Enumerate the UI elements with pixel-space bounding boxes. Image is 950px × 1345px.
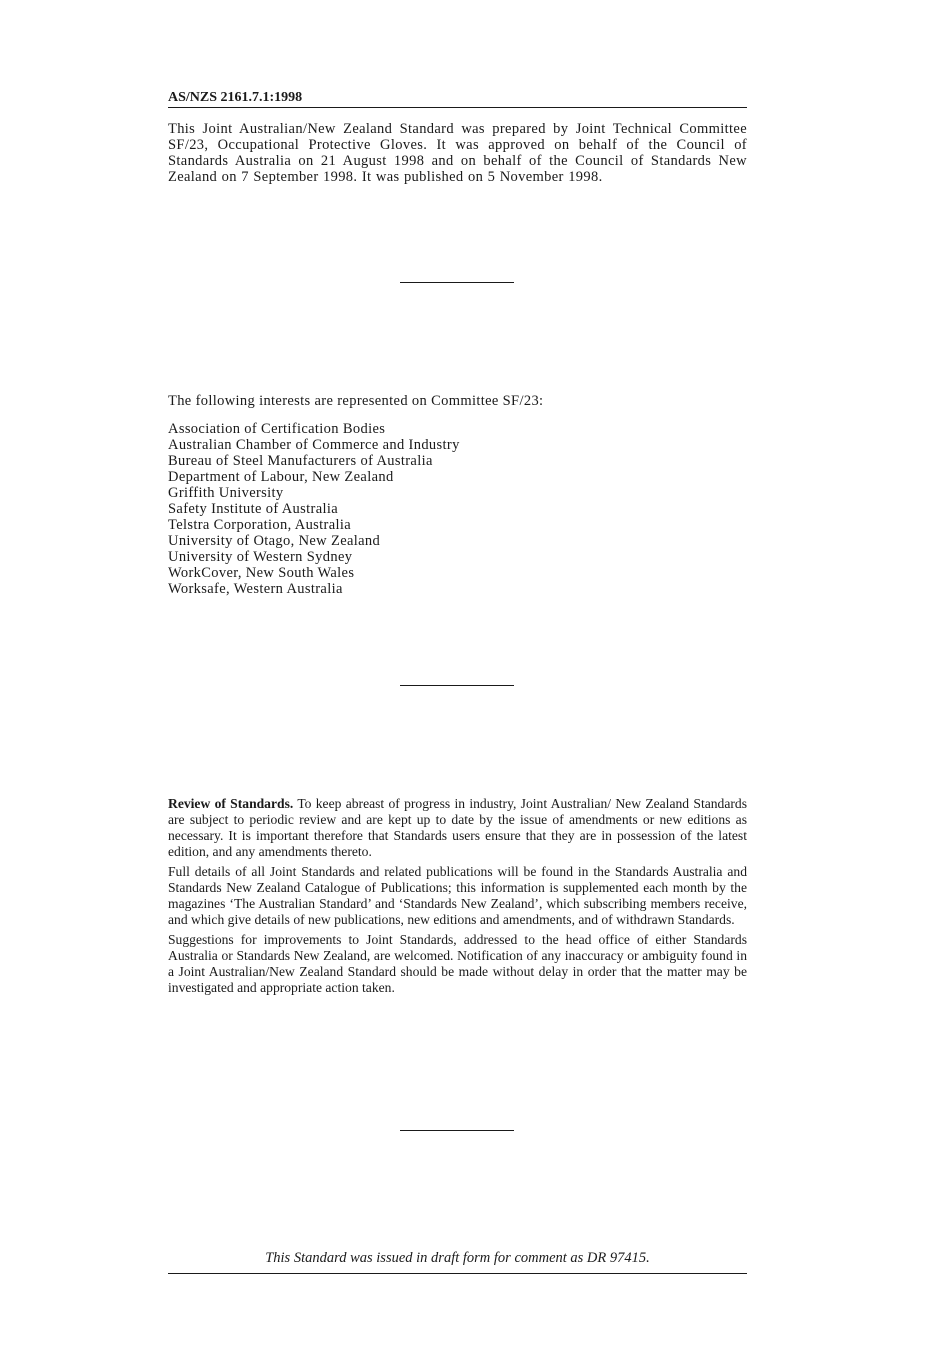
list-item: Telstra Corporation, Australia	[168, 517, 352, 533]
interests-intro: The following interests are represented on Committee SF/23:	[168, 393, 544, 409]
section-divider	[400, 685, 514, 686]
list-item: WorkCover, New South Wales	[168, 565, 355, 581]
list-item: Safety Institute of Australia	[168, 501, 339, 517]
list-item: Association of Certification Bodies	[168, 421, 386, 437]
list-item: University of Western Sydney	[168, 549, 353, 565]
suggestions-paragraph: Suggestions for improvements to Joint Standards, addressed to the head office of either Standards Australia or Standards New Zealand, are welcomed. Notification of any inaccuracy or ambiguity found in a Joint Australian/New Zealand Standard should be made without delay in order that the matter may be investigated and appropriate action taken.	[168, 932, 747, 995]
section-divider	[400, 1130, 514, 1131]
standard-designation: AS/NZS 2161.7.1:1998	[168, 89, 747, 108]
preamble-paragraph: This Joint Australian/New Zealand Standard was prepared by Joint Technical Committee SF/23, Occupational Protective Gloves. It was approved on behalf of the Council of Standards Australia on 21 August 1998 and on behalf of the Council of Standards New Zealand on 7 September 1998. It was published on 5 November 1998.	[168, 121, 747, 185]
list-item: University of Otago, New Zealand	[168, 533, 381, 549]
review-text: To keep abreast of progress in industry, Joint Australian/ New Zealand Standards are subject to periodic review and are kept up to date by the issue of amendments or new editions as necessary. It is important therefore that Standards users ensure that they are in possession of the latest edition, and any amendments thereto.	[168, 796, 747, 859]
section-divider	[400, 282, 514, 283]
list-item: Bureau of Steel Manufacturers of Australia	[168, 453, 433, 469]
list-item: Department of Labour, New Zealand	[168, 469, 394, 485]
review-heading: Review of Standards.	[168, 796, 294, 811]
interests-list	[168, 421, 460, 597]
document-page	[168, 0, 747, 1345]
review-paragraph	[168, 796, 747, 860]
review-of-standards-section	[168, 796, 747, 1000]
list-item: Australian Chamber of Commerce and Industry	[168, 437, 460, 453]
draft-note: This Standard was issued in draft form for comment as DR 97415.	[168, 1249, 747, 1274]
list-item: Griffith University	[168, 485, 284, 501]
list-item: Worksafe, Western Australia	[168, 581, 343, 597]
catalogue-paragraph: Full details of all Joint Standards and related publications will be found in the Standards Australia and Standards New Zealand Catalogue of Publications; this information is supplemented each month by the magazines ‘The Australian Standard’ and ‘Standards New Zealand’, which subscribing members receive, and which give details of new publications, new editions and amendments, and of withdrawn Standards.	[168, 864, 747, 927]
